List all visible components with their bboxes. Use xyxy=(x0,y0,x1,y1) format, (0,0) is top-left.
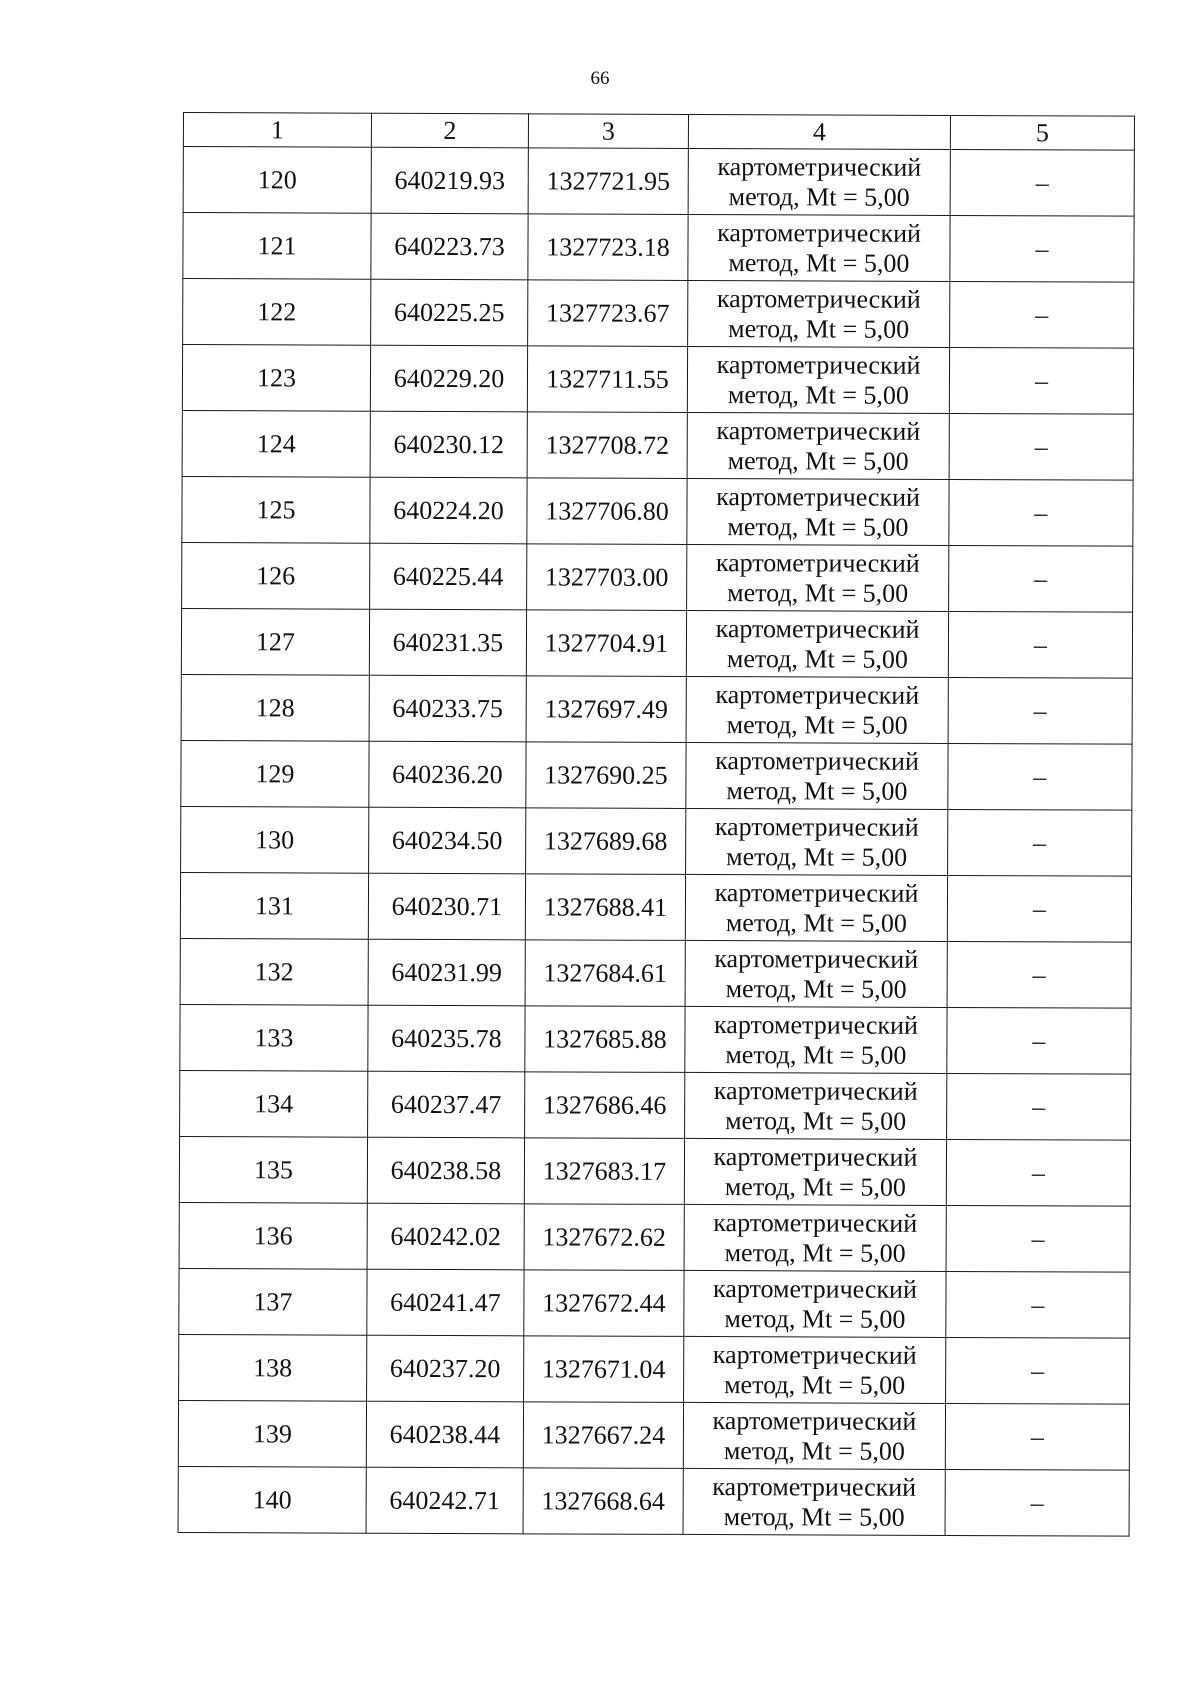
table-row xyxy=(179,1268,1130,1338)
method-cell xyxy=(688,214,950,281)
method-cell xyxy=(688,280,950,347)
method-text-line: метод, Mt = 5,00 xyxy=(726,841,908,872)
point-number-cell: 126 xyxy=(182,542,370,609)
method-text-line: метод, Mt = 5,00 xyxy=(726,643,908,674)
x-coordinate-cell: 640238.58 xyxy=(367,1137,524,1204)
method-text-line: метод, Mt = 5,00 xyxy=(728,313,910,344)
column5-cell: – xyxy=(946,1337,1130,1404)
method-text-line: картометрический xyxy=(712,1405,917,1436)
table-row xyxy=(182,345,1133,415)
x-coordinate-cell: 640229.20 xyxy=(370,345,527,412)
x-coordinate-cell: 640234.50 xyxy=(369,807,526,874)
column5-cell: – xyxy=(947,941,1131,1008)
y-coordinate-cell: 1327703.00 xyxy=(527,544,687,611)
method-text-line: метод, Mt = 5,00 xyxy=(728,181,910,212)
method-text-line: картометрический xyxy=(717,217,922,248)
point-number-cell: 132 xyxy=(180,938,368,1005)
method-text-line: метод, Mt = 5,00 xyxy=(728,247,910,278)
table-row xyxy=(183,213,1134,283)
y-coordinate-cell: 1327671.04 xyxy=(524,1336,684,1403)
column5-cell: – xyxy=(946,1205,1130,1272)
x-coordinate-cell: 640237.20 xyxy=(367,1335,524,1402)
method-text-line: метод, Mt = 5,00 xyxy=(726,709,908,740)
method-cell xyxy=(686,676,948,743)
column5-cell: – xyxy=(950,149,1134,216)
y-coordinate-cell: 1327706.80 xyxy=(527,478,687,545)
table-row xyxy=(178,1466,1129,1536)
method-cell xyxy=(686,808,948,875)
y-coordinate-cell: 1327667.24 xyxy=(523,1402,683,1469)
y-coordinate-cell: 1327721.95 xyxy=(528,148,688,215)
column-header: 4 xyxy=(688,114,950,149)
method-text-line: картометрический xyxy=(717,151,922,182)
method-cell xyxy=(685,874,947,941)
column5-cell: – xyxy=(948,743,1132,810)
method-text-line: картометрический xyxy=(713,1273,917,1304)
point-number-cell: 140 xyxy=(178,1466,366,1533)
method-text-line: метод, Mt = 5,00 xyxy=(727,511,909,542)
column5-cell: – xyxy=(948,809,1132,876)
x-coordinate-cell: 640230.12 xyxy=(370,411,527,478)
method-cell xyxy=(684,1204,946,1271)
x-coordinate-cell: 640230.71 xyxy=(368,873,525,940)
coordinates-table xyxy=(178,112,1135,1537)
point-number-cell: 135 xyxy=(179,1136,367,1203)
table-row xyxy=(180,1004,1131,1074)
method-cell xyxy=(684,1138,946,1205)
point-number-cell: 122 xyxy=(183,279,371,346)
column5-cell: – xyxy=(949,479,1133,546)
method-text-line: картометрический xyxy=(714,811,919,842)
table-row xyxy=(182,542,1133,612)
method-text-line: метод, Mt = 5,00 xyxy=(725,907,907,938)
column5-cell: – xyxy=(948,611,1132,678)
table-body xyxy=(178,113,1134,1537)
x-coordinate-cell: 640241.47 xyxy=(367,1269,524,1336)
table-row xyxy=(180,938,1131,1008)
method-cell xyxy=(686,610,948,677)
y-coordinate-cell: 1327684.61 xyxy=(525,940,685,1007)
method-text-line: метод, Mt = 5,00 xyxy=(725,1105,907,1136)
method-cell xyxy=(685,940,947,1007)
method-text-line: картометрический xyxy=(714,877,919,908)
column5-cell: – xyxy=(947,875,1131,942)
x-coordinate-cell: 640223.73 xyxy=(371,213,528,280)
column5-cell: – xyxy=(950,215,1134,282)
y-coordinate-cell: 1327723.67 xyxy=(528,280,688,347)
y-coordinate-cell: 1327672.44 xyxy=(524,1270,684,1337)
x-coordinate-cell: 640231.99 xyxy=(368,939,525,1006)
method-text-line: картометрический xyxy=(716,349,921,380)
column5-cell: – xyxy=(950,281,1134,348)
point-number-cell: 125 xyxy=(182,476,370,543)
x-coordinate-cell: 640235.78 xyxy=(368,1005,525,1072)
method-cell xyxy=(683,1468,945,1535)
x-coordinate-cell: 640233.75 xyxy=(369,675,526,742)
column5-cell: – xyxy=(948,677,1132,744)
y-coordinate-cell: 1327697.49 xyxy=(526,676,686,743)
method-cell xyxy=(688,148,950,215)
method-cell xyxy=(687,412,949,479)
method-cell xyxy=(685,1072,947,1139)
point-number-cell: 123 xyxy=(182,345,370,412)
method-cell xyxy=(687,544,949,611)
table-row xyxy=(182,410,1133,480)
column-header: 1 xyxy=(183,113,371,148)
y-coordinate-cell: 1327685.88 xyxy=(525,1006,685,1073)
method-text-line: метод, Mt = 5,00 xyxy=(724,1171,906,1202)
method-text-line: картометрический xyxy=(714,943,919,974)
table-row xyxy=(181,608,1132,678)
method-text-line: картометрический xyxy=(715,679,920,710)
x-coordinate-cell: 640242.02 xyxy=(367,1203,524,1270)
table-row xyxy=(181,806,1132,876)
method-text-line: картометрический xyxy=(713,1141,918,1172)
point-number-cell: 124 xyxy=(182,410,370,477)
column5-cell: – xyxy=(945,1403,1129,1470)
table-row xyxy=(181,674,1132,744)
table-row xyxy=(180,1070,1131,1140)
table-row xyxy=(179,1202,1130,1272)
table-row xyxy=(182,476,1133,546)
method-text-line: картометрический xyxy=(713,1207,918,1238)
method-cell xyxy=(686,742,948,809)
point-number-cell: 121 xyxy=(183,213,371,280)
y-coordinate-cell: 1327711.55 xyxy=(527,346,687,413)
method-text-line: метод, Mt = 5,00 xyxy=(723,1435,905,1466)
point-number-cell: 138 xyxy=(179,1334,367,1401)
point-number-cell: 134 xyxy=(180,1070,368,1137)
point-number-cell: 129 xyxy=(181,740,369,807)
method-cell xyxy=(685,1006,947,1073)
y-coordinate-cell: 1327672.62 xyxy=(524,1204,684,1271)
method-text-line: метод, Mt = 5,00 xyxy=(726,775,908,806)
method-text-line: картометрический xyxy=(716,415,921,446)
point-number-cell: 127 xyxy=(181,608,369,675)
method-text-line: метод, Mt = 5,00 xyxy=(725,973,907,1004)
method-text-line: картометрический xyxy=(716,481,920,512)
x-coordinate-cell: 640238.44 xyxy=(366,1401,523,1468)
column5-cell: – xyxy=(946,1139,1130,1206)
table-row xyxy=(180,872,1131,942)
table-row xyxy=(179,1334,1130,1404)
column5-cell: – xyxy=(947,1007,1131,1074)
table-row xyxy=(178,1400,1129,1470)
method-cell xyxy=(683,1402,945,1469)
column5-cell: – xyxy=(949,347,1133,414)
x-coordinate-cell: 640219.93 xyxy=(371,147,528,214)
method-text-line: метод, Mt = 5,00 xyxy=(725,1039,907,1070)
y-coordinate-cell: 1327689.68 xyxy=(526,808,686,875)
y-coordinate-cell: 1327708.72 xyxy=(527,412,687,479)
x-coordinate-cell: 640225.44 xyxy=(370,543,527,610)
method-cell xyxy=(684,1270,946,1337)
column5-cell: – xyxy=(946,1271,1130,1338)
method-text-line: картометрический xyxy=(714,1009,918,1040)
table-row xyxy=(181,740,1132,810)
x-coordinate-cell: 640224.20 xyxy=(370,477,527,544)
method-text-line: картометрический xyxy=(712,1471,917,1502)
method-text-line: картометрический xyxy=(715,745,919,776)
point-number-cell: 120 xyxy=(183,147,371,214)
column-header: 5 xyxy=(950,115,1134,150)
column-header: 2 xyxy=(371,113,528,148)
point-number-cell: 133 xyxy=(180,1004,368,1071)
y-coordinate-cell: 1327704.91 xyxy=(526,610,686,677)
method-text-line: метод, Mt = 5,00 xyxy=(727,577,909,608)
y-coordinate-cell: 1327686.46 xyxy=(525,1072,685,1139)
y-coordinate-cell: 1327683.17 xyxy=(524,1138,684,1205)
point-number-cell: 137 xyxy=(179,1268,367,1335)
column-header: 3 xyxy=(528,114,688,149)
method-cell xyxy=(684,1336,946,1403)
table-row xyxy=(179,1136,1130,1206)
method-text-line: картометрический xyxy=(715,613,920,644)
column5-cell: – xyxy=(947,1073,1131,1140)
x-coordinate-cell: 640231.35 xyxy=(369,609,526,676)
method-text-line: картометрический xyxy=(712,1339,917,1370)
point-number-cell: 131 xyxy=(180,872,368,939)
column5-cell: – xyxy=(945,1469,1129,1536)
method-cell xyxy=(687,346,949,413)
y-coordinate-cell: 1327668.64 xyxy=(523,1468,683,1535)
point-number-cell: 139 xyxy=(178,1400,366,1467)
point-number-cell: 128 xyxy=(181,674,369,741)
method-text-line: картометрический xyxy=(713,1075,918,1106)
method-text-line: метод, Mt = 5,00 xyxy=(727,379,909,410)
method-text-line: метод, Mt = 5,00 xyxy=(723,1501,905,1532)
method-text-line: метод, Mt = 5,00 xyxy=(724,1237,906,1268)
table-row xyxy=(183,147,1134,217)
method-cell xyxy=(687,478,949,545)
method-text-line: метод, Mt = 5,00 xyxy=(724,1303,906,1334)
x-coordinate-cell: 640242.71 xyxy=(366,1467,523,1534)
column5-cell: – xyxy=(949,545,1133,612)
y-coordinate-cell: 1327690.25 xyxy=(526,742,686,809)
column5-cell: – xyxy=(949,413,1133,480)
method-text-line: картометрический xyxy=(716,283,921,314)
x-coordinate-cell: 640225.25 xyxy=(371,279,528,346)
x-coordinate-cell: 640236.20 xyxy=(369,741,526,808)
y-coordinate-cell: 1327688.41 xyxy=(525,874,685,941)
table-row xyxy=(183,279,1134,349)
method-text-line: метод, Mt = 5,00 xyxy=(727,445,909,476)
page-number: 66 xyxy=(590,68,610,89)
point-number-cell: 130 xyxy=(181,806,369,873)
method-text-line: картометрический xyxy=(715,547,920,578)
x-coordinate-cell: 640237.47 xyxy=(368,1071,525,1138)
point-number-cell: 136 xyxy=(179,1202,367,1269)
method-text-line: метод, Mt = 5,00 xyxy=(724,1369,906,1400)
y-coordinate-cell: 1327723.18 xyxy=(528,214,688,281)
header-row xyxy=(183,113,1134,151)
